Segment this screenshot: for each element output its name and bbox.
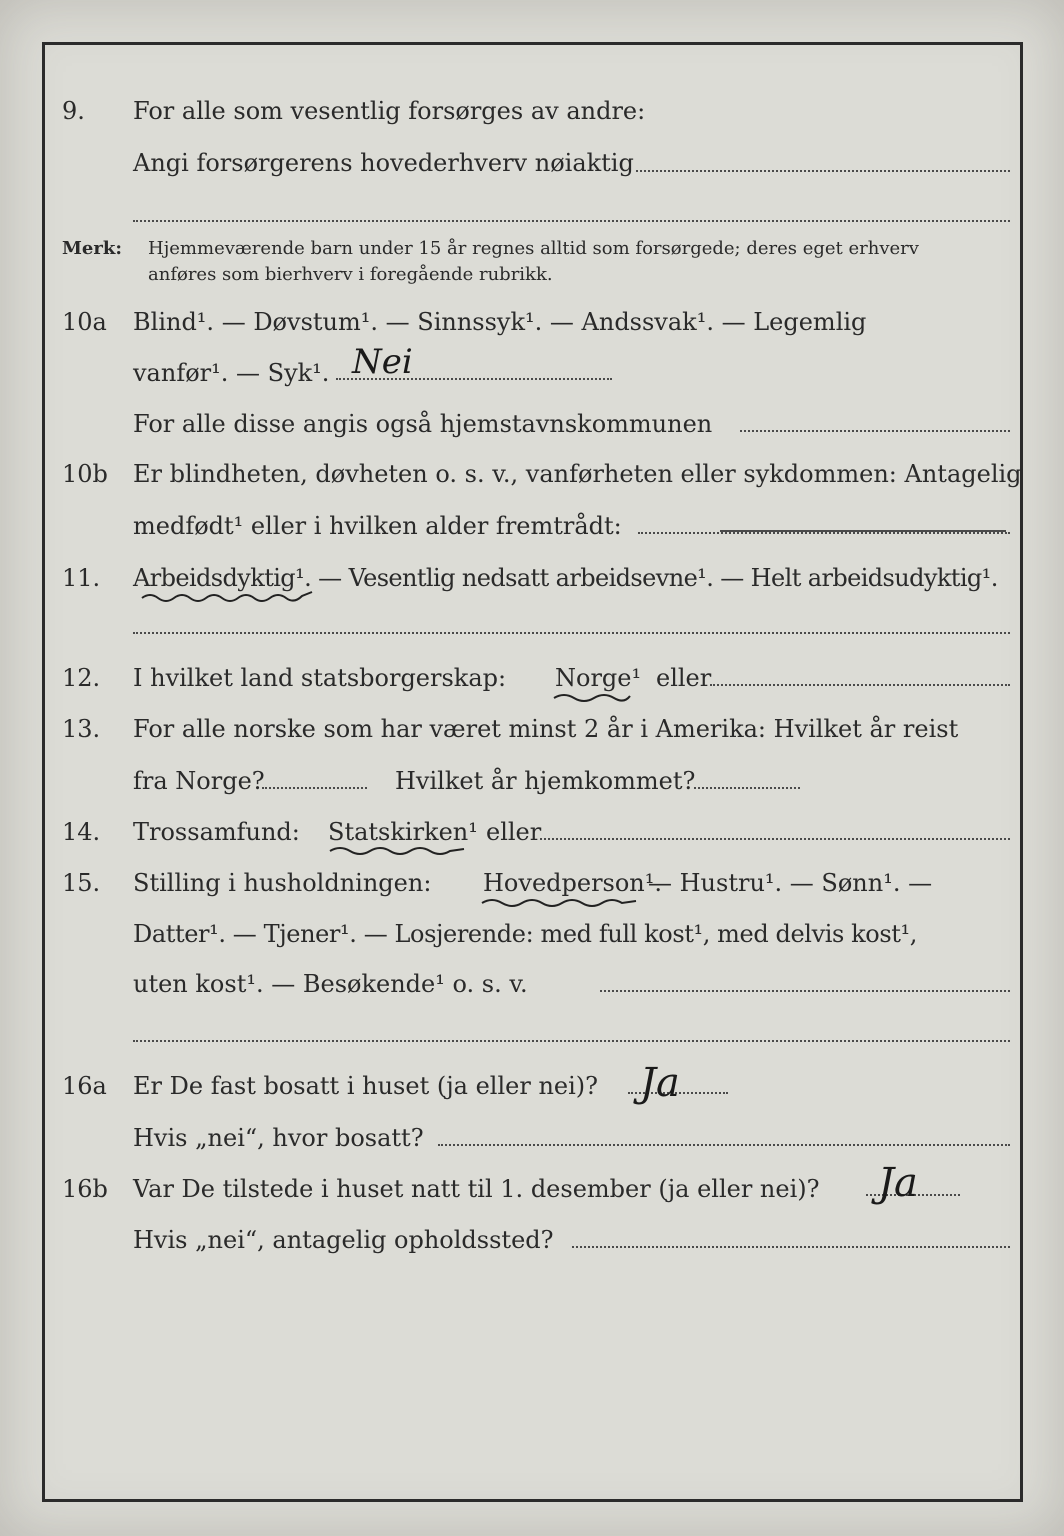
q12-norge-option: Norge¹ — [555, 664, 642, 692]
q9-answer-line — [636, 170, 1010, 172]
q13-reist-line — [262, 787, 367, 789]
q15-line1-rest: — Hustru¹. — Sønn¹. — — [648, 869, 933, 897]
q16b-line2: Hvis „nei“, antagelig opholdssted? — [133, 1226, 554, 1254]
q13-hjemkommet-line — [694, 787, 800, 789]
q14-eller: eller — [486, 818, 542, 846]
q15-line3: uten kost¹. — Besøkende¹ o. s. v. — [133, 970, 528, 998]
q10a-handwritten-answer: Nei — [352, 342, 413, 382]
q16a-line2: Hvis „nei“, hvor bosatt? — [133, 1124, 424, 1152]
merk-line1: Hjemmeværende barn under 15 år regnes alltid som forsørgede; deres eget erhverv — [148, 238, 919, 259]
q10a-line2: vanfør¹. — Syk¹. — [133, 359, 330, 387]
q13-line1: For alle norske som har været minst 2 år i Amerika: Hvilket år reist — [133, 715, 959, 743]
q12-number: 12. — [62, 664, 101, 692]
q14-answer-line — [540, 838, 1010, 840]
q14-number: 14. — [62, 818, 101, 846]
q15-extra-line — [133, 1040, 1010, 1042]
q9-extra-line — [133, 220, 1010, 222]
q10a-line1: Blind¹. — Døvstum¹. — Sinnssyk¹. — Andssvak¹. — Legemlig — [133, 308, 867, 336]
q12-answer-line — [710, 684, 1010, 686]
q16a-line1: Er De fast bosatt i huset (ja eller nei)? — [133, 1072, 599, 1100]
q15-answer-line — [600, 990, 1010, 992]
q12-underline-mark — [552, 690, 632, 704]
q13-number: 13. — [62, 715, 101, 743]
q15-question: Stilling i husholdningen: — [133, 869, 432, 897]
q10b-line2: medfødt¹ eller i hvilken alder fremtrådt: — [133, 512, 622, 540]
q16a-handwritten-answer: Ja — [640, 1060, 680, 1106]
q14-underline-mark — [328, 843, 468, 857]
q13-line2a: fra Norge? — [133, 767, 265, 795]
q10b-line1: Er blindheten, døvheten o. s. v., vanførheten eller sykdommen: Antagelig — [133, 460, 1022, 488]
q9-line2: Angi forsørgerens hovederhverv nøiaktig — [133, 149, 634, 177]
q14-question: Trossamfund: — [133, 818, 300, 846]
q9-line1: For alle som vesentlig forsørges av andre: — [133, 97, 646, 125]
q10b-dash-stroke — [720, 530, 1006, 532]
q10a-line3: For alle disse angis også hjemstavnskommunen — [133, 410, 713, 438]
q10b-number: 10b — [62, 460, 108, 488]
q14-statskirken-option: Statskirken¹ — [328, 818, 478, 846]
q10b-answer-line — [638, 532, 1010, 534]
q10a-hometown-line — [740, 430, 1010, 432]
merk-label: Merk: — [62, 238, 122, 259]
q11-number: 11. — [62, 564, 101, 592]
q13-line2b: Hvilket år hjemkommet? — [395, 767, 696, 795]
q16a-number: 16a — [62, 1072, 107, 1100]
q9-number: 9. — [62, 97, 85, 125]
q15-line2: Datter¹. — Tjener¹. — Losjerende: med full kost¹, med delvis kost¹, — [133, 920, 917, 948]
merk-line2: anføres som bierhverv i foregående rubrikk. — [148, 264, 553, 285]
q12-question: I hvilket land statsborgerskap: — [133, 664, 507, 692]
q16b-number: 16b — [62, 1175, 108, 1203]
q16a-bosatt-line — [438, 1144, 1010, 1146]
q16b-opholdssted-line — [572, 1246, 1010, 1248]
q16b-handwritten-answer: Ja — [878, 1160, 918, 1206]
q15-underline-mark — [480, 895, 640, 909]
q11-line1: Arbeidsdyktig¹. — Vesentlig nedsatt arbeidsevne¹. — Helt arbeidsudyktig¹. — [133, 564, 998, 592]
q10a-number: 10a — [62, 308, 107, 336]
q11-extra-line — [133, 632, 1010, 634]
q12-eller: eller — [656, 664, 712, 692]
q15-hovedperson-option: Hovedperson¹. — [483, 869, 663, 897]
q11-underline-mark — [140, 588, 315, 606]
q16b-line1: Var De tilstede i huset natt til 1. desember (ja eller nei)? — [133, 1175, 820, 1203]
q15-number: 15. — [62, 869, 101, 897]
